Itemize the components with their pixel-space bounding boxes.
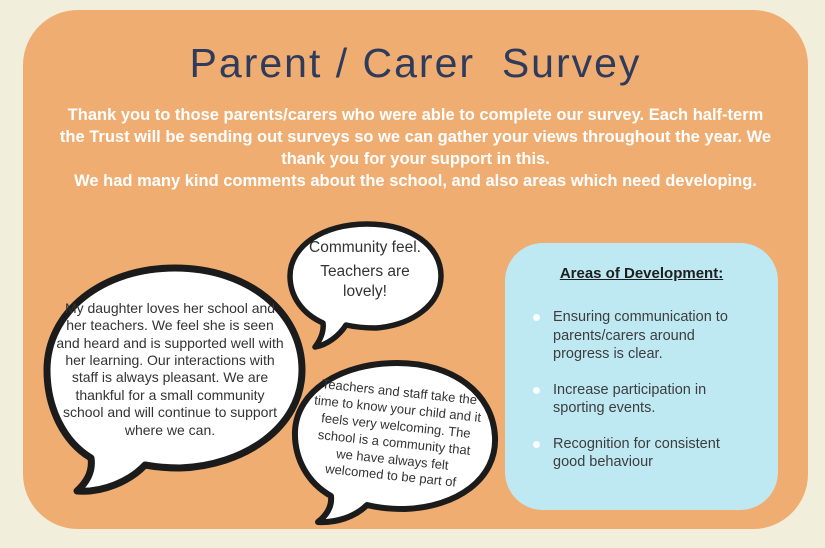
development-item-text: Ensuring communication to parents/carers around progress is clear. [553,309,728,363]
speech-bubble-bottom-middle [285,356,507,528]
speech-bubble-left [30,260,310,500]
intro-paragraph-2: We had many kind comments about the school, and also areas which need developing. [74,172,757,190]
bubble-bottom-middle-text: Teachers and staff take the time to know your child and it feels very welcoming. The school is a community that we have always felt welcomed to be part of [313,376,482,491]
development-item [529,435,754,472]
areas-of-development-box [505,243,778,510]
bullet-dot-icon [533,387,540,394]
bubble-top-middle-text [297,238,433,306]
intro-paragraph-1: Thank you to those parents/carers who were able to complete our survey. Each half-term the Trust will be sending out surveys so we can gather your views throughout the year. We thank you for your support in this. [59,106,772,168]
development-item [529,381,754,418]
page-title: Parent / Carer Survey [189,40,642,86]
development-list [529,308,754,472]
bubble-left-text: My daughter loves her school and her teachers. We feel she is seen and heard and is supported well with her learning. Our interactions with staff is always pleasant. We are thankful for a small community school and will continue to support where we can. [56,300,284,438]
bubble-line-2: Teachers are lovely! [320,263,410,301]
bullet-dot-icon [533,441,540,448]
survey-panel [23,10,808,529]
areas-of-development-heading: Areas of Development: [559,265,724,282]
speech-bubble-top-middle [283,218,448,356]
intro-text [57,104,774,192]
bubble-line-1: Community feel. [309,239,421,256]
development-item [529,308,754,364]
development-item-text: Increase participation in sporting events. [553,381,707,417]
development-item-text: Recognition for consistent good behaviour [553,435,720,471]
bullet-dot-icon [533,314,540,321]
